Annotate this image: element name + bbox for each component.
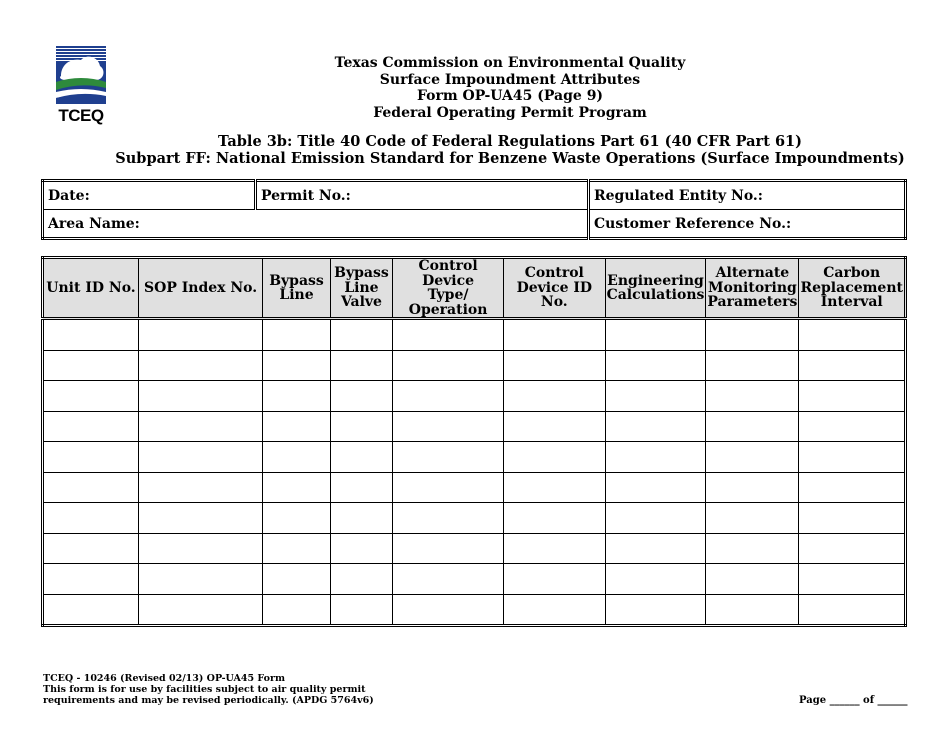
table-cell[interactable] — [43, 564, 139, 595]
table-row — [43, 472, 906, 503]
col-control-device-id — [504, 258, 606, 319]
table-cell[interactable] — [799, 381, 906, 412]
table-cell[interactable] — [263, 564, 331, 595]
table-cell[interactable] — [330, 319, 392, 351]
table-row — [43, 533, 906, 564]
table-cell[interactable] — [330, 594, 392, 626]
col-unit-id — [43, 258, 139, 319]
table-cell[interactable] — [43, 533, 139, 564]
table-cell[interactable] — [605, 503, 706, 534]
table-cell[interactable] — [263, 442, 331, 473]
permit-info-table — [41, 179, 907, 240]
area-name-field[interactable]: Area Name: — [43, 210, 589, 239]
table-cell[interactable] — [504, 381, 606, 412]
table-cell[interactable] — [504, 319, 606, 351]
table-cell[interactable] — [263, 411, 331, 442]
tceq-logo-graphic — [56, 46, 106, 106]
table-cell[interactable] — [43, 442, 139, 473]
table-cell[interactable] — [605, 564, 706, 595]
table-cell[interactable] — [706, 564, 799, 595]
program-name: Federal Operating Permit Program — [373, 104, 647, 121]
col-cd-id-l2: Device ID No. — [516, 279, 593, 311]
table-cell[interactable] — [138, 442, 262, 473]
table-cell[interactable] — [43, 594, 139, 626]
table-cell[interactable] — [263, 472, 331, 503]
header-row — [43, 258, 906, 319]
table-cell[interactable] — [605, 533, 706, 564]
table-cell[interactable] — [799, 564, 906, 595]
footer — [43, 673, 374, 706]
col-cd-id-l1: Control — [524, 265, 584, 282]
form-number: Form OP-UA45 (Page 9) — [416, 88, 604, 104]
table-cell[interactable] — [138, 319, 262, 351]
table-cell[interactable] — [138, 472, 262, 503]
col-alternate-monitoring — [706, 258, 799, 319]
col-alt-mon-l1: Alternate — [715, 265, 790, 282]
table-cell[interactable] — [504, 472, 606, 503]
table-title-line1: Table 3b: Title 40 Code of Federal Regulations Part 61 (40 CFR Part 61) — [218, 133, 802, 150]
table-cell[interactable] — [330, 411, 392, 442]
table-cell[interactable] — [138, 533, 262, 564]
footer-form-id: TCEQ - 10246 (Revised 02/13) OP-UA45 Form — [43, 673, 286, 684]
table-cell[interactable] — [138, 350, 262, 381]
table-cell[interactable] — [799, 472, 906, 503]
table-cell[interactable] — [605, 350, 706, 381]
table-cell[interactable] — [605, 411, 706, 442]
form-header — [200, 55, 820, 121]
table-cell[interactable] — [504, 533, 606, 564]
table-row — [43, 381, 906, 412]
table-cell[interactable] — [43, 319, 139, 351]
table-row — [43, 411, 906, 442]
table-cell[interactable] — [706, 472, 799, 503]
table-cell[interactable] — [706, 319, 799, 351]
table-row — [43, 503, 906, 534]
col-sop-index-label: SOP Index No. — [144, 279, 258, 296]
page-number: Page ______ of ______ — [799, 695, 908, 706]
table-cell[interactable] — [138, 381, 262, 412]
table-cell[interactable] — [263, 594, 331, 626]
table-cell[interactable] — [706, 350, 799, 381]
table-cell[interactable] — [706, 442, 799, 473]
table-cell[interactable] — [393, 350, 504, 381]
table-cell[interactable] — [263, 503, 331, 534]
col-bypass-valve-l3: Valve — [340, 294, 382, 311]
table-cell[interactable] — [263, 350, 331, 381]
table-row — [43, 594, 906, 626]
table-cell[interactable] — [504, 594, 606, 626]
table-title-line2: Subpart FF: National Emission Standard for Benzene Waste Operations (Surface Impoundments) — [115, 149, 905, 167]
attributes-table — [41, 256, 907, 627]
col-bypass-line-valve — [330, 258, 392, 319]
table-cell[interactable] — [393, 411, 504, 442]
customer-reference-no-field[interactable]: Customer Reference No.: — [589, 210, 906, 239]
col-sop-index — [138, 258, 262, 319]
table-cell[interactable] — [799, 442, 906, 473]
table-row — [43, 442, 906, 473]
table-cell[interactable] — [393, 381, 504, 412]
col-unit-id-label: Unit ID No. — [46, 279, 136, 296]
table-cell[interactable] — [330, 472, 392, 503]
table-cell[interactable] — [393, 503, 504, 534]
col-control-device-type — [393, 258, 504, 319]
table-cell[interactable] — [263, 319, 331, 351]
table-cell[interactable] — [330, 442, 392, 473]
table-cell[interactable] — [799, 350, 906, 381]
table-cell[interactable] — [706, 594, 799, 626]
col-engineering-calculations — [605, 258, 706, 319]
agency-name: Texas Commission on Environmental Quality — [334, 55, 686, 71]
permit-no-field[interactable]: Permit No.: — [256, 181, 589, 210]
table-cell[interactable] — [393, 442, 504, 473]
col-carbon-l2: Replacement — [800, 279, 903, 296]
table-row — [43, 319, 906, 351]
col-eng-calc-l1: Engineering — [607, 272, 704, 289]
table-cell[interactable] — [504, 411, 606, 442]
table-cell[interactable] — [138, 564, 262, 595]
table-cell[interactable] — [799, 411, 906, 442]
table-cell[interactable] — [504, 442, 606, 473]
table-title — [80, 134, 940, 167]
table-cell[interactable] — [330, 503, 392, 534]
col-carbon-l1: Carbon — [823, 265, 881, 282]
table-cell[interactable] — [605, 472, 706, 503]
table-cell[interactable] — [263, 533, 331, 564]
table-cell[interactable] — [706, 411, 799, 442]
table-cell[interactable] — [605, 594, 706, 626]
table-cell[interactable] — [43, 472, 139, 503]
footer-usage-note-1: This form is for use by facilities subject to air quality permit — [43, 684, 366, 695]
col-cd-type-l1: Control Device — [418, 258, 478, 289]
table-cell[interactable] — [330, 381, 392, 412]
attributes-table-body — [43, 319, 906, 626]
col-carbon-l3: Interval — [820, 294, 883, 311]
table-cell[interactable] — [799, 533, 906, 564]
date-field[interactable]: Date: — [43, 181, 256, 210]
table-cell[interactable] — [138, 594, 262, 626]
table-cell[interactable] — [706, 381, 799, 412]
table-cell[interactable] — [605, 381, 706, 412]
col-bypass-valve-l1: Bypass — [334, 265, 389, 282]
table-cell[interactable] — [330, 350, 392, 381]
col-bypass-line — [263, 258, 331, 319]
col-bypass-valve-l2: Line — [344, 279, 379, 296]
col-carbon-replacement — [799, 258, 906, 319]
col-bypass-line-l2: Line — [279, 287, 314, 303]
footer-usage-note-2: requirements and may be revised periodically. (APDG 5764v6) — [43, 695, 374, 706]
table-cell[interactable] — [504, 503, 606, 534]
col-cd-type-l2: Type/ — [427, 287, 469, 303]
logo-text: TCEQ — [58, 106, 104, 125]
col-cd-type-l3: Operation — [408, 301, 488, 318]
table-cell[interactable] — [605, 442, 706, 473]
table-cell[interactable] — [393, 319, 504, 351]
table-cell[interactable] — [393, 564, 504, 595]
table-row — [43, 350, 906, 381]
table-cell[interactable] — [504, 350, 606, 381]
table-cell[interactable] — [393, 533, 504, 564]
table-cell[interactable] — [330, 533, 392, 564]
table-cell[interactable] — [504, 564, 606, 595]
tceq-logo — [56, 46, 106, 128]
regulated-entity-no-field[interactable]: Regulated Entity No.: — [589, 181, 906, 210]
table-cell[interactable] — [799, 594, 906, 626]
table-cell[interactable] — [138, 411, 262, 442]
table-cell[interactable] — [138, 503, 262, 534]
table-cell[interactable] — [43, 350, 139, 381]
col-bypass-line-l1: Bypass — [269, 272, 324, 289]
table-cell[interactable] — [43, 411, 139, 442]
table-cell[interactable] — [799, 319, 906, 351]
table-cell[interactable] — [263, 381, 331, 412]
table-cell[interactable] — [706, 533, 799, 564]
col-eng-calc-l2: Calculations — [606, 287, 705, 303]
table-cell[interactable] — [605, 319, 706, 351]
table-cell[interactable] — [393, 594, 504, 626]
form-subject: Surface Impoundment Attributes — [379, 71, 641, 88]
table-cell[interactable] — [799, 503, 906, 534]
table-cell[interactable] — [43, 381, 139, 412]
table-row — [43, 564, 906, 595]
table-cell[interactable] — [330, 564, 392, 595]
table-cell[interactable] — [706, 503, 799, 534]
col-alt-mon-l3: Parameters — [707, 294, 798, 311]
col-alt-mon-l2: Monitoring — [708, 279, 797, 296]
table-cell[interactable] — [393, 472, 504, 503]
table-cell[interactable] — [43, 503, 139, 534]
